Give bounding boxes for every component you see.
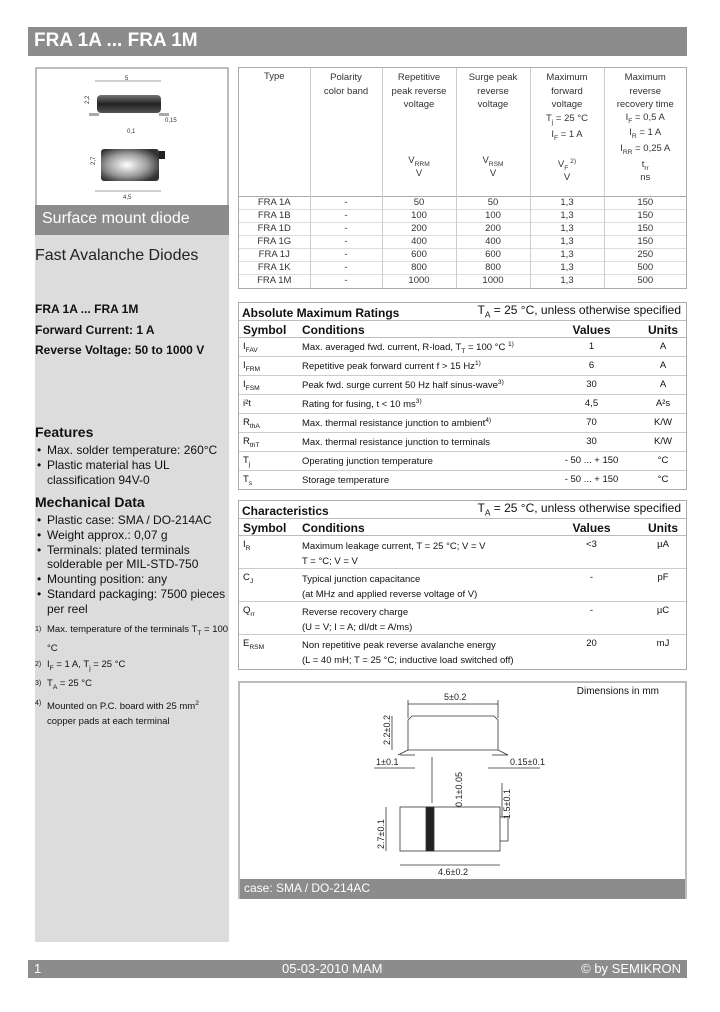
row-symbol: i²t — [243, 398, 251, 409]
dim-length: 4.6±0.2 — [438, 867, 468, 877]
type-row — [239, 210, 686, 223]
type-cell: 200 — [456, 223, 530, 236]
abs-max-title: Absolute Maximum Ratings — [242, 306, 400, 320]
mech-item: • Mounting position: any — [35, 572, 229, 587]
type-row — [239, 236, 686, 249]
col-vrrm: Repetitive peak reverse voltage $V_{RRM}$ V — [382, 68, 456, 196]
char-header — [239, 501, 686, 519]
mechanical-list — [35, 513, 229, 617]
dim-top: 5±0.2 — [444, 692, 467, 702]
row-condition: Max. thermal resistance junction to ambient$^{4)}$ — [302, 417, 492, 430]
abs-max-row — [239, 433, 686, 452]
row-value: 4,5 — [584, 398, 599, 409]
type-cell: - — [310, 249, 382, 262]
row-condition: Max. averaged fwd. current, R-load, $T_T = 100$ °C $^{1)}$ — [302, 341, 514, 356]
type-cell: 150 — [604, 223, 686, 236]
abs-max-row — [239, 471, 686, 490]
mech-item: • Terminals: plated terminals solderable per MIL-STD-750 — [35, 543, 229, 573]
img-dim-right: 0,15 — [165, 118, 177, 124]
type-cell: - — [310, 197, 382, 210]
type-cell: 800 — [382, 262, 456, 275]
col-vf: Maximum forward voltage $T_j = 25$ °C $I_F = 1$ A $V_F$ $^{2)}$ V — [530, 68, 604, 196]
row-unit: µA — [657, 539, 669, 550]
row-unit: K/W — [654, 436, 672, 447]
characteristics-table — [238, 500, 687, 670]
row-condition: Peak fwd. surge current 50 Hz half sinus-wave$^{3)}$ — [302, 379, 504, 392]
char-row — [239, 602, 686, 635]
img-dim-top: 5 — [125, 76, 129, 82]
feature-item: • Plastic material has UL classification 94V-0 — [35, 458, 229, 488]
forward-current: Forward Current: 1 A — [35, 323, 155, 337]
col-type: Type — [263, 71, 285, 82]
row-unit: °C — [657, 455, 669, 466]
row-value: - 50 ... + 150 — [564, 474, 619, 485]
row-value: 30 — [586, 436, 597, 447]
title-bar — [28, 27, 687, 56]
row-unit: µC — [656, 605, 670, 616]
reverse-voltage: Reverse Voltage: 50 to 1000 V — [35, 343, 205, 357]
mech-item: • Weight approx.: 0,07 g — [35, 528, 229, 543]
type-cell: - — [310, 223, 382, 236]
row-condition: Operating junction temperature — [302, 456, 433, 468]
abs-max-row — [239, 357, 686, 376]
row-symbol: $C_J$ — [243, 572, 254, 585]
char-row — [239, 536, 686, 569]
row-symbol: $T_j$ — [243, 455, 251, 468]
abs-max-row — [239, 452, 686, 471]
type-cell: 400 — [382, 236, 456, 249]
abs-max-colheaders: Symbol Conditions Values Units — [239, 321, 686, 338]
type-cell: 100 — [456, 210, 530, 223]
row-value: - 50 ... + 150 — [564, 455, 619, 466]
char-colheaders: Symbol Conditions Values Units — [239, 519, 686, 536]
col-trr: Maximum reverse recovery time $I_F = 0,5$ A $I_R = 1$ A $I_{RR} = 0,25$ A $t_{rr}$ ns — [604, 68, 686, 196]
dimension-svg — [240, 683, 685, 877]
mechanical-title: Mechanical Data — [35, 494, 145, 510]
type-cell: FRA 1B — [257, 210, 291, 221]
feature-item: • Max. solder temperature: 260°C — [35, 443, 229, 458]
row-unit: A — [659, 379, 667, 390]
row-symbol: $T_s$ — [243, 474, 253, 487]
row-value: 70 — [586, 417, 597, 428]
row-symbol: $Q_{rr}$ — [243, 605, 255, 618]
footnote-3: 3) $T_A = 25$ °C — [35, 678, 92, 692]
row-unit: pF — [657, 572, 669, 583]
type-cell: 600 — [456, 249, 530, 262]
footnote-1: 1) Max. temperature of the terminals $T_T = 100$ °C — [35, 624, 229, 655]
type-cell: 1,3 — [530, 210, 604, 223]
type-cell: 500 — [604, 275, 686, 288]
footer — [28, 960, 687, 978]
type-cell: 150 — [604, 197, 686, 210]
footnotes — [35, 622, 229, 730]
type-cell: 100 — [382, 210, 456, 223]
package-image — [35, 67, 229, 205]
row-condition: Typical junction capacitance (at MHz and applied reverse voltage of V) — [302, 574, 478, 600]
row-unit: A²s — [655, 398, 671, 409]
row-value: - — [589, 605, 594, 616]
type-cell: 1,3 — [530, 197, 604, 210]
type-cell: 250 — [604, 249, 686, 262]
img-dim-left: 2,2 — [85, 95, 91, 104]
row-symbol: $E_{RSM}$ — [243, 638, 265, 651]
dim-pad: 1.5±0.1 — [502, 789, 512, 819]
row-symbol: $R_{thA}$ — [243, 417, 260, 430]
row-condition: Non repetitive peak reverse avalanche energy (L = 40 mH; T = 25 °C; inductive load switched off) — [302, 640, 514, 666]
type-cell: 1,3 — [530, 249, 604, 262]
type-cell: - — [310, 262, 382, 275]
type-cell: - — [310, 236, 382, 249]
row-symbol: $I_{FRM}$ — [243, 360, 261, 373]
row-unit: K/W — [654, 417, 672, 428]
abs-max-header — [239, 303, 686, 321]
footnote-2: 2) $I_F = 1$ A, $T_j = 25$ °C — [35, 658, 126, 672]
type-row — [239, 275, 686, 288]
char-row — [239, 569, 686, 602]
abs-max-row — [239, 395, 686, 414]
dimensions-label: Dimensions in mm — [576, 686, 659, 697]
type-table — [238, 67, 687, 289]
type-cell: 1000 — [382, 275, 456, 288]
row-value: 30 — [586, 379, 597, 390]
type-cell: 800 — [456, 262, 530, 275]
type-cell: 150 — [604, 210, 686, 223]
abs-max-condition: $T_A = 25$ °C, unless otherwise specified — [477, 303, 681, 320]
row-symbol: $I_R$ — [243, 539, 251, 552]
type-cell: 1,3 — [530, 275, 604, 288]
row-unit: mJ — [656, 638, 670, 649]
type-cell: 500 — [604, 262, 686, 275]
row-condition: Rating for fusing, t < 10 $ms^{3)}$ — [302, 398, 422, 411]
row-condition: Maximum leakage current, T = 25 °C; V = V T = °C; V = V — [302, 541, 486, 567]
type-cell: 200 — [382, 223, 456, 236]
type-cell: FRA 1A — [257, 197, 291, 208]
row-condition: Reverse recovery charge (U = V; I = A; dI/dt = A/ms) — [302, 607, 413, 633]
footer-date: 05-03-2010 MAM — [282, 961, 383, 976]
features-title: Features — [35, 424, 94, 440]
dim-thickness: 0.15±0.1 — [510, 757, 545, 767]
type-cell: 1,3 — [530, 236, 604, 249]
row-symbol: $I_{FSM}$ — [243, 379, 260, 392]
type-cell: - — [310, 210, 382, 223]
img-dim-bottom: 4,5 — [123, 195, 132, 201]
package-drawing — [37, 69, 227, 205]
abs-max-table — [238, 302, 687, 490]
mech-item: • Standard packaging: 7500 pieces per reel — [35, 587, 229, 617]
sidebar — [35, 67, 229, 942]
footnote-4: 4) Mounted on P.C. board with 25 $mm^2$ copper pads at each terminal — [35, 699, 199, 728]
type-row — [239, 197, 686, 210]
type-cell: FRA 1J — [258, 249, 290, 260]
dim-lead: 1±0.1 — [376, 757, 399, 767]
abs-max-row — [239, 338, 686, 357]
type-cell: 1,3 — [530, 223, 604, 236]
features-list — [35, 443, 229, 487]
row-value: 1 — [588, 341, 595, 352]
dim-width: 2.7±0.1 — [376, 819, 386, 849]
type-cell: FRA 1M — [257, 275, 292, 287]
series-label: FRA 1A ... FRA 1M — [35, 302, 139, 316]
dim-height: 2.2±0.2 — [382, 715, 392, 745]
type-cell: FRA 1G — [257, 236, 292, 247]
row-value: 6 — [588, 360, 595, 371]
type-row — [239, 262, 686, 275]
img-dim-mid: 0,1 — [127, 129, 136, 135]
row-condition: Repetitive peak forward current f > 15 Hz$^{1)}$ — [302, 360, 481, 373]
dimensions-drawing — [238, 681, 687, 899]
char-row — [239, 635, 686, 668]
row-value: - — [589, 572, 594, 583]
type-row — [239, 223, 686, 236]
abs-max-row — [239, 376, 686, 395]
case-label: case: SMA / DO-214AC — [240, 879, 685, 899]
type-cell: - — [310, 275, 382, 288]
row-unit: A — [659, 341, 667, 352]
dim-gap: 0.1±0.05 — [454, 772, 464, 807]
type-cell: FRA 1D — [257, 223, 291, 234]
row-value: <3 — [586, 539, 597, 550]
row-unit: A — [659, 360, 667, 371]
char-condition: $T_A = 25$ °C, unless otherwise specified — [477, 501, 681, 518]
footer-copyright: © by SEMIKRON — [581, 961, 681, 976]
col-vrsm: Surge peak reverse voltage $V_{RSM}$ V — [456, 68, 530, 196]
mech-item: • Plastic case: SMA / DO-214AC — [35, 513, 229, 528]
surface-mount-label: Surface mount diode — [42, 210, 190, 227]
type-cell: FRA 1K — [257, 262, 291, 273]
img-dim-lower-left: 2,7 — [91, 156, 97, 165]
type-cell: 600 — [382, 249, 456, 262]
type-cell: 1000 — [456, 275, 530, 288]
surface-mount-band — [35, 205, 229, 235]
row-condition: Storage temperature — [302, 475, 390, 487]
row-condition: Max. thermal resistance junction to terminals — [302, 437, 490, 449]
row-symbol: $I_{FAV}$ — [243, 341, 258, 354]
type-rows — [239, 196, 686, 288]
char-title: Characteristics — [242, 504, 329, 518]
type-cell: 50 — [382, 197, 456, 210]
type-cell: 1,3 — [530, 262, 604, 275]
row-unit: °C — [657, 474, 669, 485]
type-cell: 150 — [604, 236, 686, 249]
page-number: 1 — [34, 961, 42, 976]
col-polarity: Polarity color band — [310, 68, 382, 196]
type-row — [239, 249, 686, 262]
abs-max-row — [239, 414, 686, 433]
type-cell: 400 — [456, 236, 530, 249]
row-symbol: $R_{thT}$ — [243, 436, 260, 449]
product-subtitle: Fast Avalanche Diodes — [35, 247, 199, 264]
type-cell: 50 — [456, 197, 530, 210]
page-title: FRA 1A ... FRA 1M — [34, 30, 198, 51]
row-value: 20 — [586, 638, 597, 649]
